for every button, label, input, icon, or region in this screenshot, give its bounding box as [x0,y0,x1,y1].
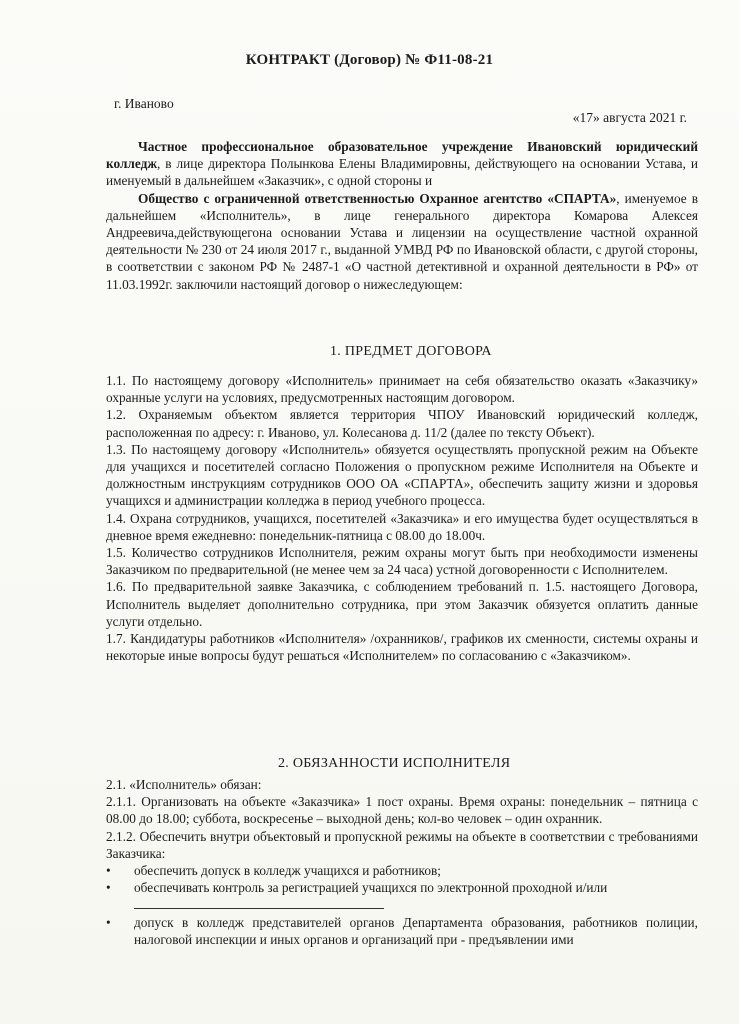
clause-1-6: 1.6. По предварительной заявке Заказчика, с соблюдением требований п. 1.5. настоящего Договора, Исполнитель выделяет дополнительно сотрудника, при этом Заказчик обязуется оплатить данные услуги отдельно. [106,579,698,629]
customer-name: Частное профессиональное образовательное учреждение Ивановский юридический колледж [106,139,698,172]
clause-1-1: 1.1. По настоящему договору «Исполнитель» принимает на себя обязательство оказать «Заказчику» охранные услуги на условиях, предусмотренных настоящим договором. [106,373,698,406]
customer-details: , в лице директора Полынкова Елены Владимировны, действующего на основании Устава, и именуемый в дальнейшем «Заказчик», с одной стороны и [106,156,698,189]
blank-line [134,896,384,909]
contract-date: «17» августа 2021 г. [572,110,687,125]
clause-1-5: 1.5. Количество сотрудников Исполнителя, режим охраны могут быть при необходимости изменены Заказчиком по предварительной (не менее чем за 24 часа) устной договоренности с Исполнителем. [106,545,698,578]
clause-2-1-2: 2.1.2. Обеспечить внутри объектовый и пропускной режимы на объекте в соответствии с требованиями Заказчика: [106,828,698,861]
section-1-heading: 1. ПРЕДМЕТ ДОГОВОРА [330,344,492,359]
clause-2-1-1: 2.1.1. Организовать на объекте «Заказчика» 1 пост охраны. Время охраны: понедельник – пятница с 08.00 до 18.00; суббота, воскресенье – выходной день; кол-во человек – один охранник. [106,794,698,827]
parties-block [106,138,698,293]
section-2-body [106,776,698,948]
clause-2-1: 2.1. «Исполнитель» обязан: [106,777,262,792]
clause-1-7: 1.7. Кандидатуры работников «Исполнителя» /охранников/, графиков их сменности, системы охраны и некоторые иные вопросы будут решаться «Исполнителем» по согласованию с «Заказчиком». [106,631,698,664]
document-title: КОНТРАКТ (Договор) № Ф11-08-21 [245,52,494,68]
section-1-body [106,372,698,664]
clause-1-2: 1.2. Охраняемым объектом является территория ЧПОУ Ивановский юридический колледж, расположенная по адресу: г. Иваново, ул. Колесанова д. 11/2 (далее по тексту Объект). [106,407,698,440]
contractor-paragraph [106,190,698,293]
list-item: • допуск в колледж представителей органов Департамента образования, работников полиции, налоговой инспекции и иных органов и организаций при - предъявлении ими [106,914,698,948]
section-2-heading: 2. ОБЯЗАННОСТИ ИСПОЛНИТЕЛЯ [278,756,511,771]
requirements-list [106,862,698,948]
list-item-text: обеспечивать контроль за регистрацией учащихся по электронной проходной и/или [134,880,608,896]
list-item: • обеспечить допуск в колледж учащихся и работников; [106,862,698,879]
contractor-details: , именуемое в дальнейшем «Исполнитель», в лице генерального директора Комарова Алексея Андреевича,действующегона основании Устава и лицензии на осуществление частной охранной деятельности № 230 от 24 июля 2017 г., выданной УМВД РФ по Ивановской области, с другой стороны, в соответствии с законом РФ № 2487-1 «О частной детективной и охранной деятельности в РФ» от 11.03.1992г. заключили настоящий договор о нижеследующем: [106,190,698,292]
contractor-name: Общество с ограниченной ответственностью Охранное агентство «СПАРТА» [138,190,617,206]
city: г. Иваново [114,96,174,111]
list-item [106,879,698,913]
customer-paragraph [106,138,698,190]
clause-1-3: 1.3. По настоящему договору «Исполнитель» обязуется осуществлять пропускной режим на Объекте для учащихся и посетителей согласно Положения о пропускном режиме Исполнителя на Объекте и должностным инструкциям сотрудников ООО ОА «СПАРТА», обеспечить защиту жизни и здоровья учащихся и администрации колледжа в период учебного процесса. [106,441,698,509]
clause-1-4: 1.4. Охрана сотрудников, учащихся, посетителей «Заказчика» и его имущества будет осуществляться в дневное время ежедневно: понедельник-пятница с 08.00 до 18.00ч. [106,510,698,543]
